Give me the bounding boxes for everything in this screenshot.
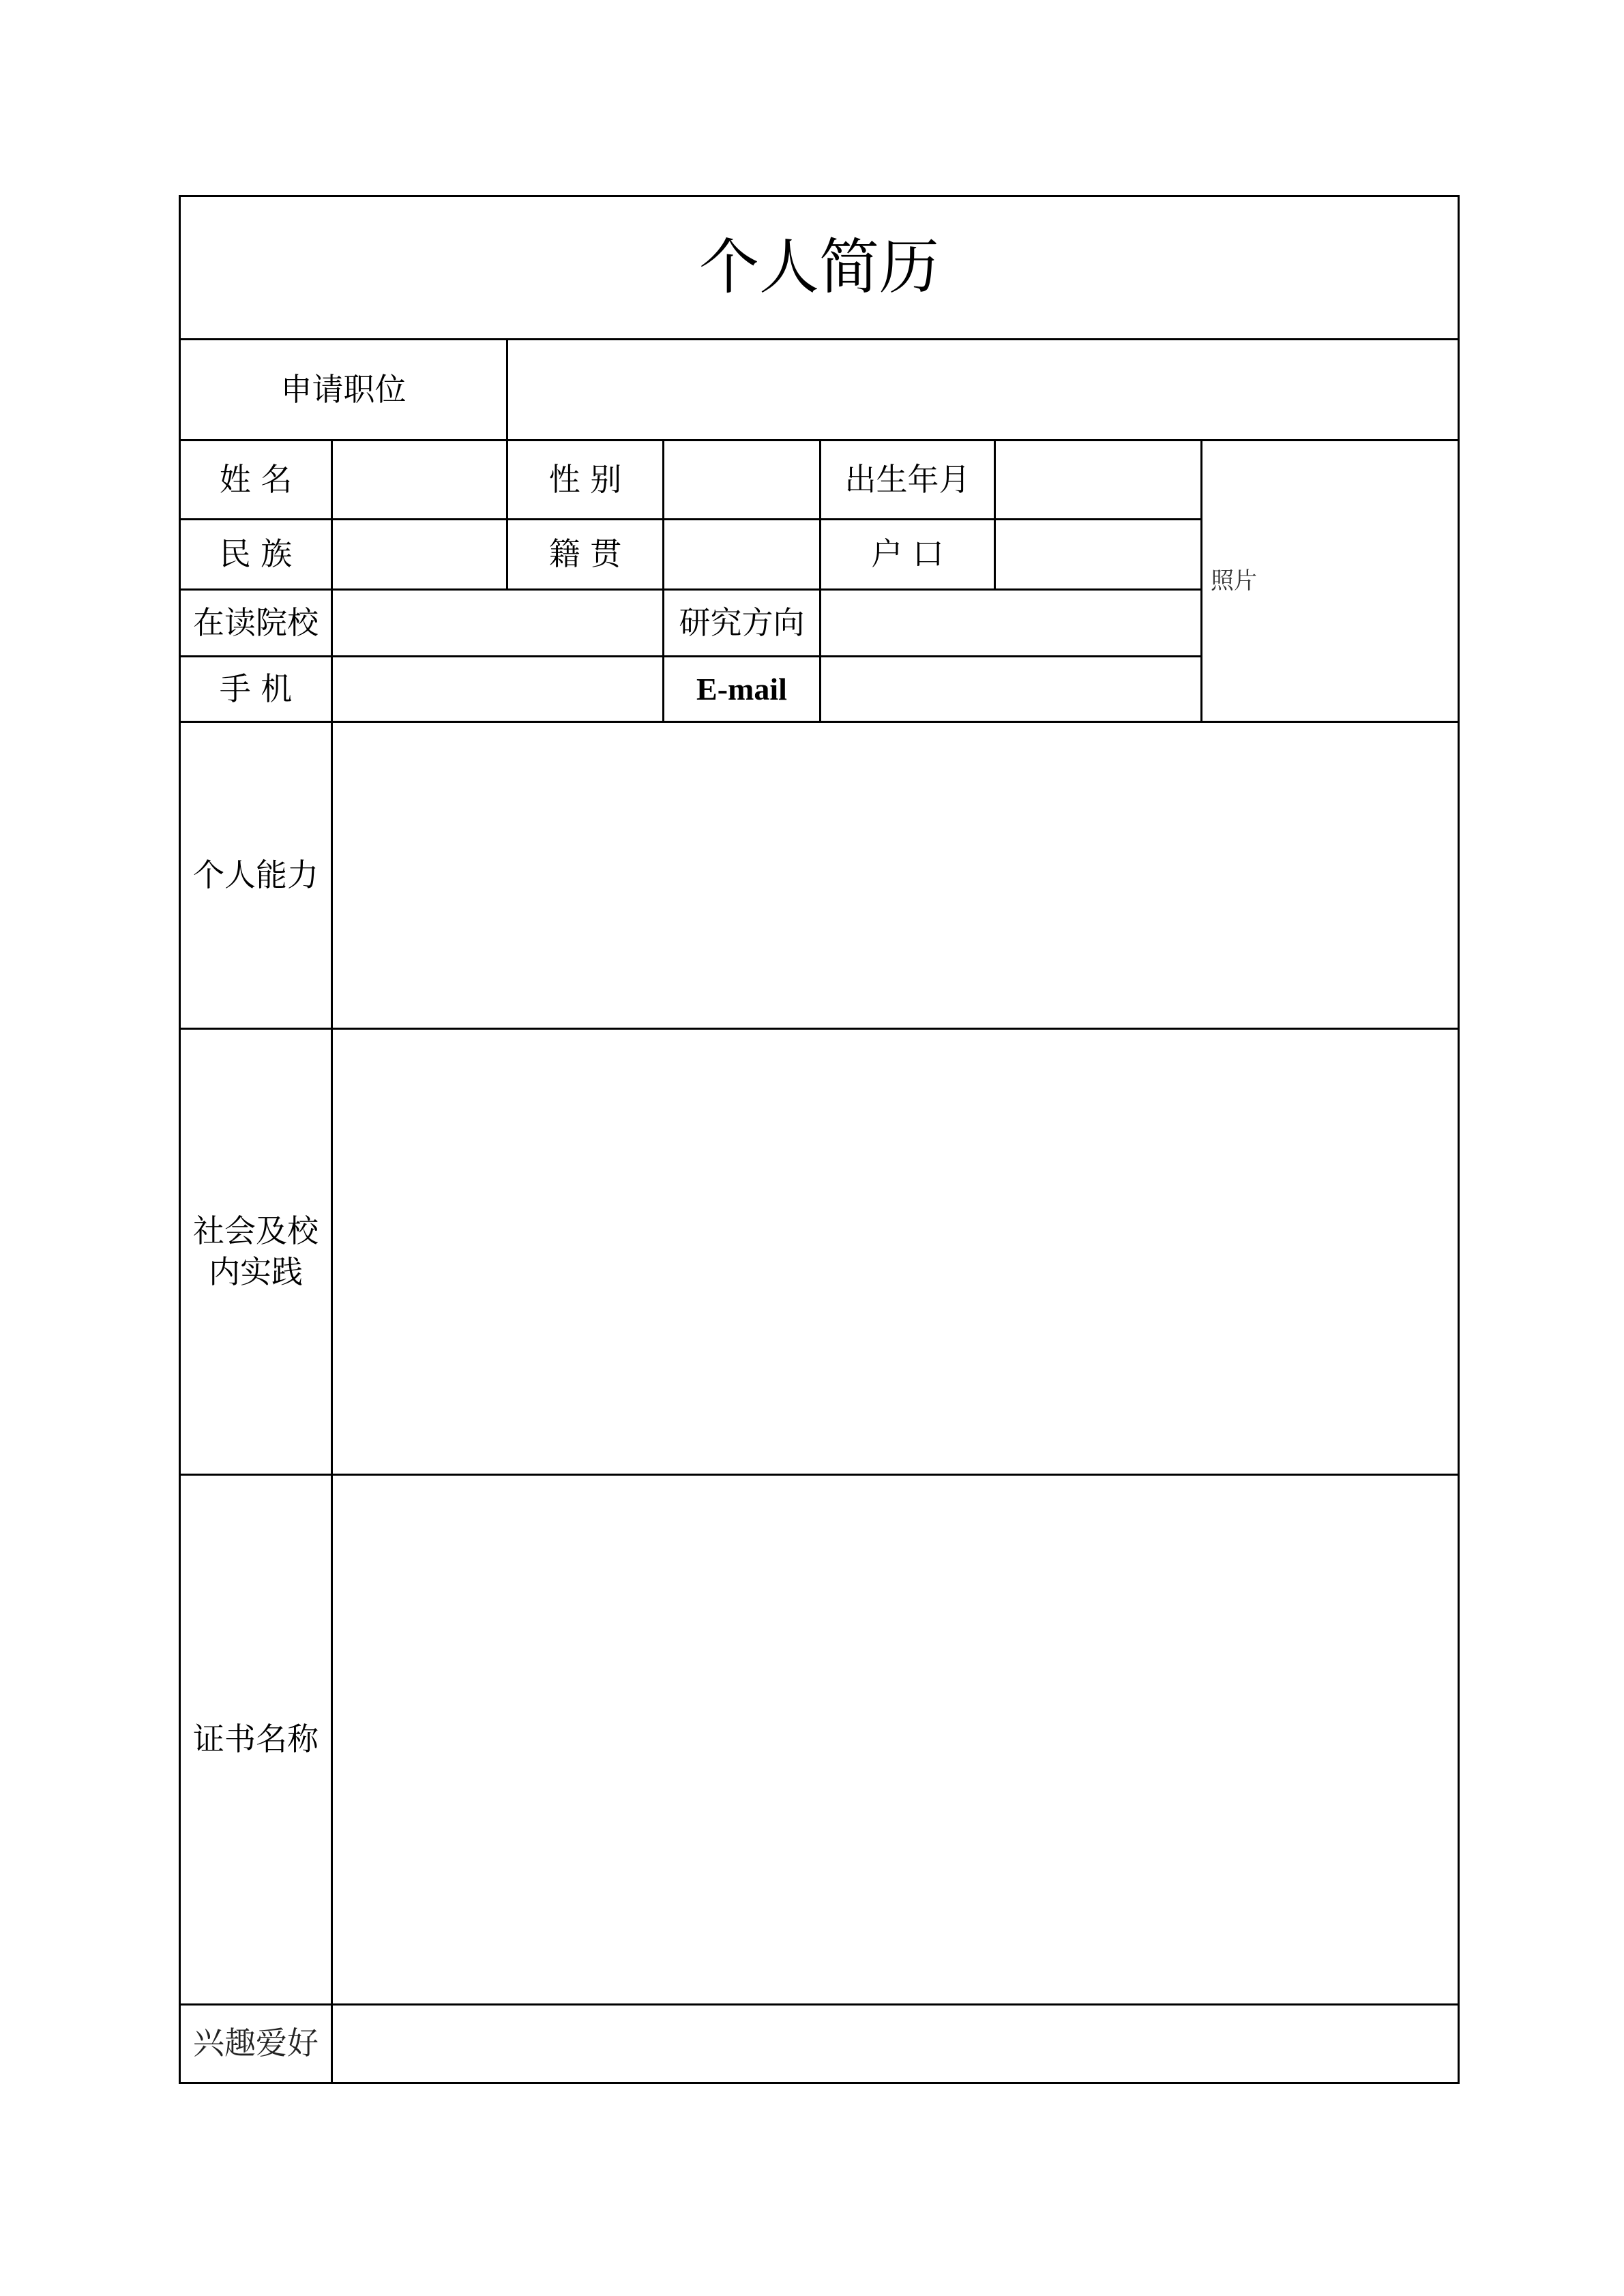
label-phone: 手 机 xyxy=(180,657,332,722)
practice-field[interactable] xyxy=(332,1029,1459,1475)
ability-field[interactable] xyxy=(332,722,1459,1029)
label-name: 姓 名 xyxy=(180,441,332,520)
position-field[interactable] xyxy=(507,340,1459,441)
birth-field[interactable] xyxy=(995,441,1202,520)
label-research: 研究方向 xyxy=(664,590,821,657)
hobbies-field[interactable] xyxy=(332,2005,1459,2083)
research-field[interactable] xyxy=(821,590,1202,657)
label-certificates: 证书名称 xyxy=(180,1475,332,2005)
photo-label: 照片 xyxy=(1211,567,1257,595)
label-practice xyxy=(180,1029,332,1475)
gender-field[interactable] xyxy=(664,441,821,520)
label-school: 在读院校 xyxy=(180,590,332,657)
school-field[interactable] xyxy=(332,590,664,657)
label-position: 申请职位 xyxy=(180,340,507,441)
native-place-field[interactable] xyxy=(664,520,821,590)
resume-form-table xyxy=(179,195,1460,2084)
certificates-field[interactable] xyxy=(332,1475,1459,2005)
hukou-field[interactable] xyxy=(995,520,1202,590)
photo-box[interactable] xyxy=(1202,441,1459,722)
label-birth: 出生年月 xyxy=(821,441,995,520)
resume-title: 个人简历 xyxy=(180,196,1459,340)
label-ability: 个人能力 xyxy=(180,722,332,1029)
phone-field[interactable] xyxy=(332,657,664,722)
label-gender: 性 别 xyxy=(507,441,664,520)
ethnicity-field[interactable] xyxy=(332,520,507,590)
label-practice-line2: 内实践 xyxy=(209,1253,303,1290)
label-native-place: 籍 贯 xyxy=(507,520,664,590)
label-practice-line1: 社会及校 xyxy=(193,1212,319,1249)
label-hobbies: 兴趣爱好 xyxy=(180,2005,332,2083)
email-field[interactable] xyxy=(821,657,1202,722)
label-hukou: 户 口 xyxy=(821,520,995,590)
label-ethnicity: 民 族 xyxy=(180,520,332,590)
name-field[interactable] xyxy=(332,441,507,520)
label-email: E-mail xyxy=(664,657,821,722)
